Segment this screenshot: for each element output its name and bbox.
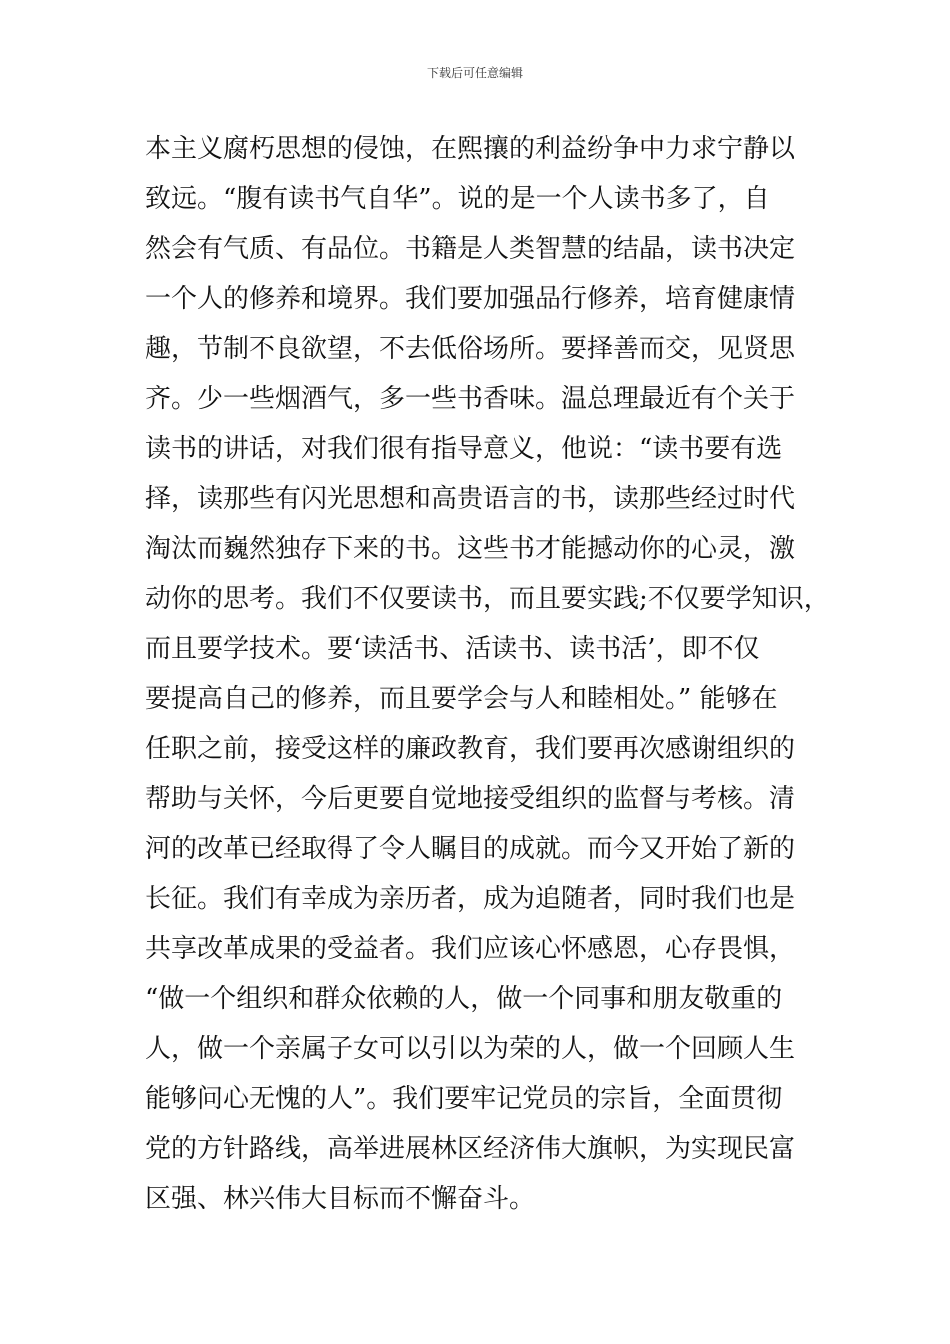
- body-line-20: 能够问心无愧的人”。我们要牢记党员的宗旨，全面贯彻: [145, 1084, 783, 1114]
- body-line-7: 读书的讲话，对我们很有指导意义，他说：“读书要有选: [145, 434, 783, 464]
- page-header-note: 下载后可任意编辑: [426, 66, 523, 80]
- body-line-13: 任职之前，接受这样的廉政教育，我们要再次感谢组织的: [145, 734, 796, 764]
- body-line-5: 趣，节制不良欲望，不去低俗场所。要择善而交，见贤思: [145, 334, 796, 364]
- body-line-15: 河的改革已经取得了令人瞩目的成就。而今又开始了新的: [145, 834, 796, 864]
- body-line-21: 党的方针路线，高举进展林区经济伟大旗帜，为实现民富: [145, 1134, 796, 1164]
- body-line-2: 致远。“腹有读书气自华”。说的是一个人读书多了，自: [145, 184, 770, 214]
- body-line-1: 本主义腐朽思想的侵蚀，在熙攘的利益纷争中力求宁静以: [145, 134, 796, 164]
- body-line-3: 然会有气质、有品位。书籍是人类智慧的结晶，读书决定: [145, 234, 796, 264]
- body-line-17: 共享改革成果的受益者。我们应该心怀感恩，心存畏惧，: [145, 934, 796, 964]
- body-line-11: 而且要学技术。要‘读活书、活读书、读书活’，即不仅: [145, 634, 760, 664]
- body-line-6: 齐。少一些烟酒气，多一些书香味。温总理最近有个关于: [145, 384, 796, 414]
- body-line-19: 人，做一个亲属子女可以引以为荣的人，做一个回顾人生: [145, 1034, 796, 1064]
- body-line-18: “做一个组织和群众依赖的人，做一个同事和朋友敬重的: [145, 984, 783, 1014]
- body-line-9: 淘汰而巍然独存下来的书。这些书才能撼动你的心灵，激: [145, 534, 796, 564]
- body-line-4: 一个人的修养和境界。我们要加强品行修养，培育健康情: [145, 284, 796, 314]
- body-line-22: 区强、林兴伟大目标而不懈奋斗。: [145, 1184, 536, 1214]
- body-line-12: 要提高自己的修养，而且要学会与人和睦相处。” 能够在: [145, 684, 778, 714]
- document-body: [145, 124, 830, 1224]
- body-line-8: 择，读那些有闪光思想和高贵语言的书，读那些经过时代: [145, 484, 796, 514]
- body-line-16: 长征。我们有幸成为亲历者，成为追随者，同时我们也是: [145, 884, 796, 914]
- body-line-14: 帮助与关怀，今后更要自觉地接受组织的监督与考核。清: [145, 784, 796, 814]
- body-line-10: 动你的思考。我们不仅要读书，而且要实践;不仅要学知识，: [145, 584, 830, 614]
